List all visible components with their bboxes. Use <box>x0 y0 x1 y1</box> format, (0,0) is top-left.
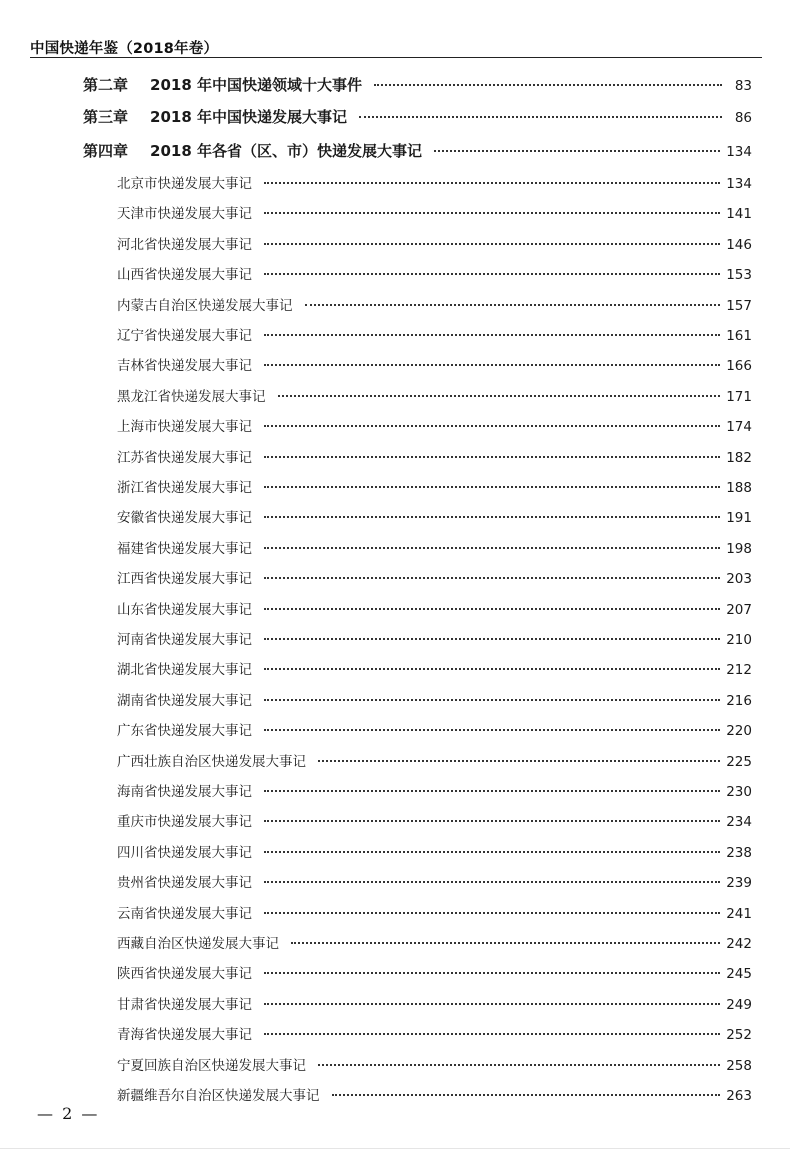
dot-leader <box>264 820 720 822</box>
chapter-title: 2018 年中国快递发展大事记 <box>150 108 347 126</box>
dot-leader <box>332 1094 721 1096</box>
page-number: 182 <box>726 449 752 466</box>
page-number: 239 <box>726 875 752 892</box>
dot-leader <box>434 150 720 152</box>
chapter-label: 第三章 <box>83 108 129 126</box>
page-number: 174 <box>726 419 752 436</box>
dot-leader <box>264 1033 720 1035</box>
toc-section-entry[interactable] <box>117 476 752 502</box>
section-title: 浙江省快递发展大事记 <box>117 480 252 496</box>
dot-leader <box>278 395 721 397</box>
toc-section-entry[interactable] <box>117 446 752 472</box>
dot-leader <box>318 1064 720 1066</box>
page-number: 241 <box>726 905 752 922</box>
page-number: 157 <box>726 297 752 314</box>
dot-leader <box>264 486 720 488</box>
section-title: 福建省快递发展大事记 <box>117 540 252 557</box>
dot-leader <box>264 577 720 579</box>
dot-leader <box>264 668 720 670</box>
section-title: 上海市快递发展大事记 <box>117 419 252 436</box>
page-number: 230 <box>726 784 752 800</box>
section-title: 宁夏回族自治区快递发展大事记 <box>117 1057 306 1074</box>
page-number: 83 <box>734 78 752 94</box>
section-title: 青海省快递发展大事记 <box>117 1027 252 1044</box>
toc-section-entry[interactable] <box>117 233 752 259</box>
toc-chapter-entry[interactable] <box>83 106 752 132</box>
toc-section-entry[interactable] <box>117 689 752 715</box>
toc-section-entry[interactable] <box>117 415 752 441</box>
dot-leader <box>264 851 720 853</box>
toc-section-entry[interactable] <box>117 841 752 867</box>
toc-section-entry[interactable] <box>117 1084 752 1110</box>
page-number: 238 <box>726 844 752 861</box>
section-title: 陕西省快递发展大事记 <box>117 966 252 983</box>
dot-leader <box>264 334 720 336</box>
dot-leader <box>291 942 720 944</box>
toc-section-entry[interactable] <box>117 506 752 532</box>
page-number: 198 <box>726 540 752 557</box>
page-number: 220 <box>726 723 752 740</box>
chapter-label: 第二章 <box>83 76 129 94</box>
section-title: 内蒙古自治区快递发展大事记 <box>117 297 293 314</box>
section-title: 黑龙江省快递发展大事记 <box>117 388 266 405</box>
section-title: 广西壮族自治区快递发展大事记 <box>117 753 306 770</box>
page-number: 210 <box>726 632 752 648</box>
dot-leader <box>264 516 720 518</box>
toc-section-entry[interactable] <box>117 1023 752 1049</box>
page-number: 252 <box>726 1027 752 1044</box>
toc-section-entry[interactable] <box>117 780 752 806</box>
toc-section-entry[interactable] <box>117 658 752 684</box>
toc-section-entry[interactable] <box>117 750 752 776</box>
section-title: 新疆维吾尔自治区快递发展大事记 <box>117 1088 320 1104</box>
chapter-label: 第四章 <box>83 142 129 160</box>
section-title: 海南省快递发展大事记 <box>117 784 252 800</box>
section-title: 广东省快递发展大事记 <box>117 723 252 740</box>
dot-leader <box>264 729 720 731</box>
toc-section-entry[interactable] <box>117 871 752 897</box>
page-number: 153 <box>726 267 752 284</box>
dot-leader <box>264 273 720 275</box>
dot-leader <box>264 912 720 914</box>
toc-chapter-entry[interactable] <box>83 140 752 166</box>
section-title: 山东省快递发展大事记 <box>117 601 252 618</box>
page-number: 141 <box>726 206 752 223</box>
page-number: 225 <box>726 753 752 770</box>
section-title: 湖北省快递发展大事记 <box>117 662 252 679</box>
page-number: 188 <box>726 480 752 496</box>
toc-section-entry[interactable] <box>117 537 752 563</box>
dot-leader <box>264 638 720 640</box>
page-number: 207 <box>726 601 752 618</box>
page-number: 161 <box>726 328 752 344</box>
dot-leader <box>305 304 721 306</box>
section-title: 重庆市快递发展大事记 <box>117 814 252 831</box>
page-number: 203 <box>726 571 752 588</box>
dot-leader <box>318 760 720 762</box>
toc-section-entry[interactable] <box>117 567 752 593</box>
page-number: 171 <box>726 388 752 405</box>
section-title: 河北省快递发展大事记 <box>117 236 252 253</box>
page-bottom-edge <box>0 1148 790 1149</box>
dot-leader <box>264 699 720 701</box>
toc-section-entry[interactable] <box>117 628 752 654</box>
chapter-title: 2018 年各省（区、市）快递发展大事记 <box>150 142 422 160</box>
page-folio: — 2 — <box>37 1104 100 1123</box>
dot-leader <box>359 116 722 118</box>
toc-section-entry[interactable] <box>117 354 752 380</box>
toc-section-entry[interactable] <box>117 962 752 988</box>
page-number: 212 <box>726 662 752 679</box>
page-number: 86 <box>734 110 752 126</box>
toc-section-entry[interactable] <box>117 810 752 836</box>
dot-leader <box>264 456 720 458</box>
page-number: 166 <box>726 358 752 375</box>
section-title: 江苏省快递发展大事记 <box>117 449 252 466</box>
section-title: 湖南省快递发展大事记 <box>117 692 252 709</box>
page-number: 146 <box>726 236 752 253</box>
toc-chapter-entry[interactable] <box>83 74 752 100</box>
section-title: 山西省快递发展大事记 <box>117 267 252 284</box>
page-number: 234 <box>726 814 752 831</box>
dot-leader <box>264 881 720 883</box>
page-number: 258 <box>726 1057 752 1074</box>
section-title: 云南省快递发展大事记 <box>117 905 252 922</box>
chapter-title: 2018 年中国快递领域十大事件 <box>150 76 362 94</box>
toc-section-entry[interactable] <box>117 263 752 289</box>
page-number: 245 <box>726 966 752 983</box>
dot-leader <box>264 1003 720 1005</box>
toc-section-entry[interactable] <box>117 324 752 350</box>
dot-leader <box>264 182 720 184</box>
page-number: 134 <box>726 144 752 160</box>
page-number: 242 <box>726 936 752 952</box>
dot-leader <box>264 608 720 610</box>
toc-section-entry[interactable] <box>117 993 752 1019</box>
section-title: 甘肃省快递发展大事记 <box>117 996 252 1013</box>
section-title: 安徽省快递发展大事记 <box>117 510 252 527</box>
dot-leader <box>264 972 720 974</box>
dot-leader <box>264 547 720 549</box>
dot-leader <box>264 425 720 427</box>
dot-leader <box>264 243 720 245</box>
toc-section-entry[interactable] <box>117 202 752 228</box>
page-number: 249 <box>726 996 752 1013</box>
dot-leader <box>264 364 720 366</box>
page-number: 134 <box>726 176 752 192</box>
section-title: 河南省快递发展大事记 <box>117 632 252 648</box>
dot-leader <box>264 790 720 792</box>
section-title: 北京市快递发展大事记 <box>117 176 252 192</box>
section-title: 吉林省快递发展大事记 <box>117 358 252 375</box>
toc-section-entry[interactable] <box>117 932 752 958</box>
section-title: 天津市快递发展大事记 <box>117 206 252 223</box>
page-number: 216 <box>726 692 752 709</box>
toc-section-entry[interactable] <box>117 598 752 624</box>
section-title: 贵州省快递发展大事记 <box>117 875 252 892</box>
dot-leader <box>374 84 722 86</box>
page-number: 191 <box>726 510 752 527</box>
toc-section-entry[interactable] <box>117 902 752 928</box>
section-title: 四川省快递发展大事记 <box>117 844 252 861</box>
toc-section-entry[interactable] <box>117 385 752 411</box>
toc-section-entry[interactable] <box>117 1054 752 1080</box>
dot-leader <box>264 212 720 214</box>
toc-section-entry[interactable] <box>117 294 752 320</box>
toc-section-entry[interactable] <box>117 719 752 745</box>
section-title: 江西省快递发展大事记 <box>117 571 252 588</box>
running-header: 中国快递年鉴（2018年卷） <box>30 41 219 57</box>
page-number: 263 <box>726 1088 752 1104</box>
section-title: 辽宁省快递发展大事记 <box>117 328 252 344</box>
section-title: 西藏自治区快递发展大事记 <box>117 936 279 952</box>
toc-section-entry[interactable] <box>117 172 752 198</box>
